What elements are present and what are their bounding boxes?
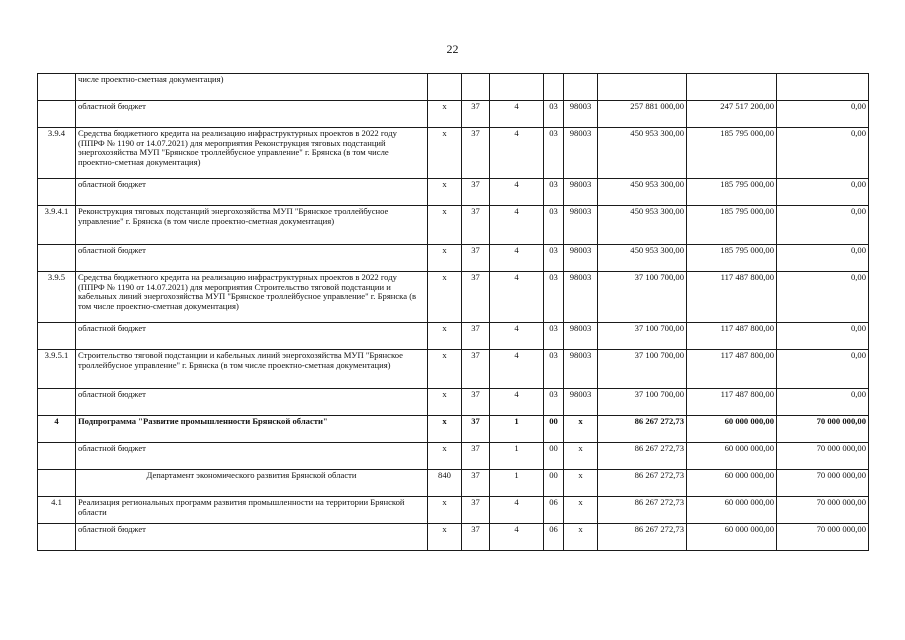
table-row: [38, 206, 869, 245]
cell-amount-2024: 70 000 000,00: [777, 524, 869, 551]
cell-code-c: 4: [490, 524, 544, 551]
cell-code-e: 98003: [564, 179, 598, 206]
cell-code-e: х: [564, 416, 598, 443]
cell-amount-2022: 450 953 300,00: [598, 179, 687, 206]
cell-code-e: 98003: [564, 272, 598, 323]
cell-code-a: х: [428, 128, 462, 179]
row-number: 4.1: [38, 497, 76, 524]
cell-amount-2024: 0,00: [777, 272, 869, 323]
row-number: [38, 74, 76, 101]
cell-code-c: 4: [490, 206, 544, 245]
cell-code-b: 37: [462, 416, 490, 443]
row-description: областной бюджет: [76, 389, 428, 416]
table-row: [38, 470, 869, 497]
cell-code-b: 37: [462, 179, 490, 206]
cell-code-e: х: [564, 524, 598, 551]
row-number: [38, 101, 76, 128]
cell-amount-2024: 0,00: [777, 206, 869, 245]
table-row: [38, 389, 869, 416]
cell-amount-2023: 185 795 000,00: [687, 128, 777, 179]
cell-amount-2024: 70 000 000,00: [777, 470, 869, 497]
cell-code-a: х: [428, 389, 462, 416]
cell-code-e: [564, 74, 598, 101]
page-number: 22: [446, 42, 459, 56]
cell-code-e: 98003: [564, 389, 598, 416]
cell-code-b: 37: [462, 470, 490, 497]
cell-code-d: 00: [544, 470, 564, 497]
cell-code-a: х: [428, 272, 462, 323]
cell-amount-2022: 257 881 000,00: [598, 101, 687, 128]
cell-code-d: 06: [544, 524, 564, 551]
table-row: [38, 416, 869, 443]
table-row: [38, 350, 869, 389]
cell-amount-2023: 117 487 800,00: [687, 350, 777, 389]
cell-code-a: [428, 74, 462, 101]
cell-code-b: 37: [462, 323, 490, 350]
cell-amount-2022: 86 267 272,73: [598, 416, 687, 443]
cell-amount-2024: 0,00: [777, 101, 869, 128]
row-description: Реализация региональных программ развития промышленности на территории Брянской области: [76, 497, 428, 524]
cell-code-c: 4: [490, 350, 544, 389]
cell-code-e: 98003: [564, 128, 598, 179]
cell-code-a: х: [428, 101, 462, 128]
cell-code-a: 840: [428, 470, 462, 497]
table-row: [38, 101, 869, 128]
row-description: областной бюджет: [76, 245, 428, 272]
cell-amount-2022: 37 100 700,00: [598, 272, 687, 323]
cell-code-a: х: [428, 245, 462, 272]
cell-code-c: 4: [490, 245, 544, 272]
cell-code-d: 03: [544, 245, 564, 272]
cell-amount-2023: 247 517 200,00: [687, 101, 777, 128]
cell-amount-2022: 86 267 272,73: [598, 497, 687, 524]
cell-amount-2022: 37 100 700,00: [598, 323, 687, 350]
cell-code-a: х: [428, 323, 462, 350]
cell-amount-2024: 70 000 000,00: [777, 443, 869, 470]
row-number: 4: [38, 416, 76, 443]
cell-code-a: х: [428, 416, 462, 443]
cell-amount-2024: 0,00: [777, 245, 869, 272]
cell-amount-2022: 86 267 272,73: [598, 443, 687, 470]
row-number: [38, 389, 76, 416]
cell-amount-2023: [687, 74, 777, 101]
cell-code-c: 4: [490, 179, 544, 206]
cell-code-b: [462, 74, 490, 101]
cell-code-d: 00: [544, 416, 564, 443]
cell-amount-2023: 60 000 000,00: [687, 443, 777, 470]
cell-code-e: х: [564, 497, 598, 524]
row-number: [38, 323, 76, 350]
cell-code-b: 37: [462, 524, 490, 551]
cell-code-b: 37: [462, 497, 490, 524]
table-row: [38, 128, 869, 179]
table-row: [38, 524, 869, 551]
cell-amount-2022: [598, 74, 687, 101]
cell-code-c: 4: [490, 497, 544, 524]
cell-amount-2022: 86 267 272,73: [598, 470, 687, 497]
cell-amount-2023: 117 487 800,00: [687, 323, 777, 350]
cell-code-c: 1: [490, 443, 544, 470]
row-number: 3.9.5.1: [38, 350, 76, 389]
cell-amount-2022: 450 953 300,00: [598, 206, 687, 245]
cell-code-c: [490, 74, 544, 101]
cell-code-d: 03: [544, 272, 564, 323]
cell-amount-2024: 0,00: [777, 350, 869, 389]
cell-amount-2024: 0,00: [777, 323, 869, 350]
cell-amount-2022: 86 267 272,73: [598, 524, 687, 551]
cell-amount-2024: 70 000 000,00: [777, 497, 869, 524]
cell-code-d: 03: [544, 206, 564, 245]
cell-code-c: 4: [490, 128, 544, 179]
cell-code-b: 37: [462, 206, 490, 245]
cell-code-c: 4: [490, 389, 544, 416]
table-row: [38, 245, 869, 272]
cell-code-b: 37: [462, 245, 490, 272]
cell-code-a: х: [428, 350, 462, 389]
table-row: [38, 179, 869, 206]
table-row: [38, 443, 869, 470]
cell-amount-2023: 117 487 800,00: [687, 389, 777, 416]
cell-code-e: х: [564, 470, 598, 497]
cell-code-d: [544, 74, 564, 101]
table-row: [38, 74, 869, 101]
cell-code-c: 4: [490, 323, 544, 350]
cell-code-e: 98003: [564, 101, 598, 128]
cell-code-b: 37: [462, 350, 490, 389]
cell-code-d: 03: [544, 128, 564, 179]
cell-amount-2024: 0,00: [777, 128, 869, 179]
cell-code-e: 98003: [564, 323, 598, 350]
cell-code-d: 00: [544, 443, 564, 470]
cell-code-d: 03: [544, 101, 564, 128]
cell-amount-2023: 185 795 000,00: [687, 206, 777, 245]
cell-code-c: 1: [490, 416, 544, 443]
cell-amount-2023: 185 795 000,00: [687, 179, 777, 206]
row-number: [38, 179, 76, 206]
cell-code-a: х: [428, 497, 462, 524]
cell-code-d: 03: [544, 350, 564, 389]
row-number: 3.9.5: [38, 272, 76, 323]
cell-code-a: х: [428, 443, 462, 470]
cell-code-c: 4: [490, 272, 544, 323]
cell-code-e: 98003: [564, 206, 598, 245]
row-description: областной бюджет: [76, 323, 428, 350]
cell-code-b: 37: [462, 101, 490, 128]
cell-code-e: 98003: [564, 350, 598, 389]
row-description: Реконструкция тяговых подстанций энергохозяйства МУП "Брянское троллейбусное управление" г. Брянска (в том числе проектно-сметная документация): [76, 206, 428, 245]
row-description: областной бюджет: [76, 179, 428, 206]
cell-amount-2022: 450 953 300,00: [598, 245, 687, 272]
row-number: [38, 245, 76, 272]
row-description: Средства бюджетного кредита на реализацию инфраструктурных проектов в 2022 году (ППРФ № 1190 от 14.07.2021) для мероприятия Строительство тяговой подстанции и кабельных линий энергохозяйства МУП "Брянское троллейбусное управление" г. Брянска (в том числе проектно-сметная документация): [76, 272, 428, 323]
row-description: областной бюджет: [76, 101, 428, 128]
cell-amount-2022: 37 100 700,00: [598, 389, 687, 416]
table-row: [38, 497, 869, 524]
cell-amount-2024: 0,00: [777, 389, 869, 416]
cell-amount-2024: 70 000 000,00: [777, 416, 869, 443]
table-row: [38, 272, 869, 323]
cell-code-b: 37: [462, 128, 490, 179]
cell-code-b: 37: [462, 443, 490, 470]
cell-code-a: х: [428, 206, 462, 245]
cell-code-e: х: [564, 443, 598, 470]
cell-code-b: 37: [462, 389, 490, 416]
cell-amount-2023: 60 000 000,00: [687, 524, 777, 551]
cell-amount-2023: 117 487 800,00: [687, 272, 777, 323]
cell-code-b: 37: [462, 272, 490, 323]
budget-table: [37, 73, 869, 551]
cell-code-a: х: [428, 524, 462, 551]
cell-amount-2023: 60 000 000,00: [687, 497, 777, 524]
cell-amount-2024: 0,00: [777, 179, 869, 206]
row-description: областной бюджет: [76, 524, 428, 551]
cell-amount-2023: 60 000 000,00: [687, 470, 777, 497]
cell-amount-2023: 60 000 000,00: [687, 416, 777, 443]
cell-code-d: 03: [544, 389, 564, 416]
cell-amount-2024: [777, 74, 869, 101]
row-description: областной бюджет: [76, 443, 428, 470]
row-number: [38, 470, 76, 497]
row-number: 3.9.4.1: [38, 206, 76, 245]
row-description: Подпрограмма "Развитие промышленности Брянской области": [76, 416, 428, 443]
table-row: [38, 323, 869, 350]
cell-code-d: 03: [544, 323, 564, 350]
cell-amount-2022: 450 953 300,00: [598, 128, 687, 179]
cell-code-c: 4: [490, 101, 544, 128]
cell-code-d: 03: [544, 179, 564, 206]
row-number: [38, 443, 76, 470]
cell-code-e: 98003: [564, 245, 598, 272]
cell-amount-2022: 37 100 700,00: [598, 350, 687, 389]
row-number: [38, 524, 76, 551]
cell-code-c: 1: [490, 470, 544, 497]
cell-amount-2023: 185 795 000,00: [687, 245, 777, 272]
cell-code-d: 06: [544, 497, 564, 524]
row-description: Департамент экономического развития Брянской области: [76, 470, 428, 497]
row-description: Строительство тяговой подстанции и кабельных линий энергохозяйства МУП "Брянское троллейбусное управление" г. Брянска (в том числе проектно-сметная документация): [76, 350, 428, 389]
cell-code-a: х: [428, 179, 462, 206]
row-description: числе проектно-сметная документация): [76, 74, 428, 101]
row-number: 3.9.4: [38, 128, 76, 179]
row-description: Средства бюджетного кредита на реализацию инфраструктурных проектов в 2022 году (ППРФ № 1190 от 14.07.2021) для мероприятия Реконструкция тяговых подстанций энергохозяйства МУП "Брянское троллейбусное управление" г. Брянска (в том числе проектно-сметная документация): [76, 128, 428, 179]
